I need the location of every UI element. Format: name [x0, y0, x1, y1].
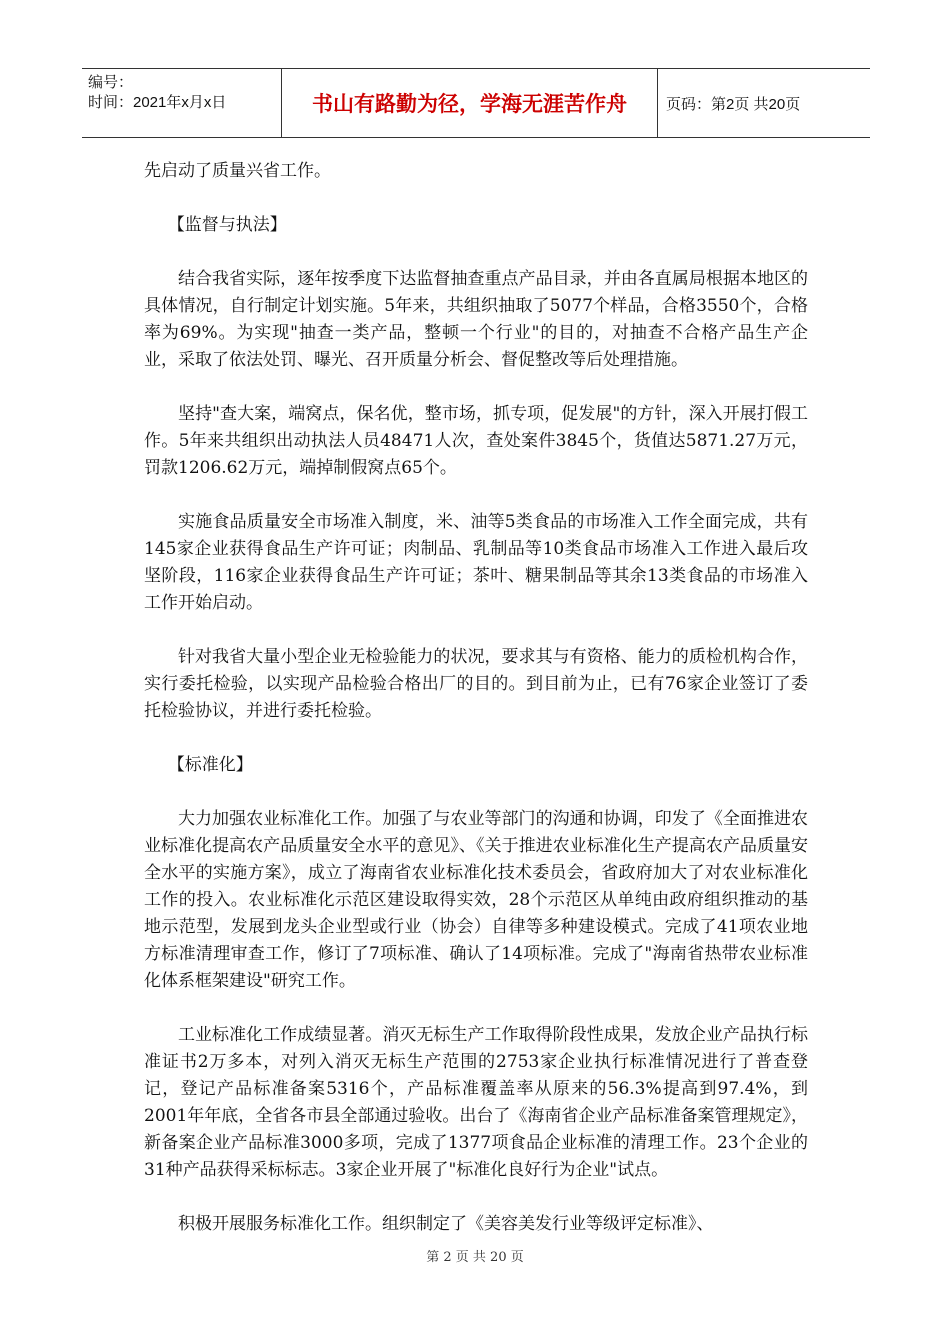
page-header [82, 68, 870, 138]
paragraph: 坚持"查大案，端窝点，保名优，整市场，抓专项，促发展"的方针，深入开展打假工作。5年来共组织出动执法人员48471人次，查处案件3845个，货值达5871.27万元，罚款1206.62万元，端掉制假窝点65个。 [144, 404, 808, 478]
paragraph: 积极开展服务标准化工作。组织制定了《美容美发行业等级评定标准》、 [178, 1214, 714, 1234]
page-footer: 第 2 页 共 20 页 [426, 1250, 524, 1265]
header-page-info: 页码：第2页 共20页 [666, 95, 801, 113]
paragraph: 工业标准化工作成绩显著。消灭无标生产工作取得阶段性成果，发放企业产品执行标准证书2万多本，对列入消灭无标生产范围的2753家企业执行标准情况进行了普查登记，登记产品标准备案5316个，产品标准覆盖率从原来的56.3%提高到97.4%，到2001年年底，全省各市县全部通过验收。出台了《海南省企业产品标准备案管理规定》，新备案企业产品标准3000多项，完成了1377项食品企业标准的清理工作。23个企业的31种产品获得采标标志。3家企业开展了"标准化良好行为企业"试点。 [144, 1025, 808, 1180]
header-meta-cell [82, 69, 282, 137]
paragraph: 针对我省大量小型企业无检验能力的状况，要求其与有资格、能力的质检机构合作，实行委托检验，以实现产品检验合格出厂的目的。到目前为止，已有76家企业签订了委托检验协议，并进行委托检验。 [144, 647, 808, 721]
paragraph: 大力加强农业标准化工作。加强了与农业等部门的沟通和协调，印发了《全面推进农业标准化提高农产品质量安全水平的意见》、《关于推进农业标准化生产提高农产品质量安全水平的实施方案》，成立了海南省农业标准化技术委员会，省政府加大了对农业标准化工作的投入。农业标准化示范区建设取得实效，28个示范区从单纯由政府组织推动的基地示范型，发展到龙头企业型或行业（协会）自律等多种建设模式。完成了41项农业地方标准清理审查工作，修订了7项标准、确认了14项标准。完成了"海南省热带农业标准化体系框架建设"研究工作。 [144, 809, 808, 991]
paragraph-continuation: 先启动了质量兴省工作。 [144, 161, 331, 181]
date-line: 时间：2021年x月x日 [88, 94, 227, 111]
paragraph: 结合我省实际，逐年按季度下达监督抽查重点产品目录，并由各直属局根据本地区的具体情况，自行制定计划实施。5年来，共组织抽取了5077个样品，合格3550个，合格率为69%。为实现"抽查一类产品，整顿一个行业"的目的，对抽查不合格产品生产企业，采取了依法处罚、曝光、召开质量分析会、督促整改等后处理措施。 [144, 269, 808, 370]
document-body [144, 158, 808, 1265]
section-heading-standardization: 【标准化】 [167, 755, 253, 775]
paragraph: 实施食品质量安全市场准入制度，米、油等5类食品的市场准入工作全面完成，共有145家企业获得食品生产许可证；肉制品、乳制品等10类食品市场准入工作进入最后攻坚阶段，116家企业获得食品生产许可证；茶叶、糖果制品等其余13类食品的市场准入工作开始启动。 [144, 512, 808, 613]
doc-number-label: 编号： [88, 74, 134, 91]
section-heading-supervision: 【监督与执法】 [167, 215, 287, 235]
header-motto: 书山有路勤为径，学海无涯苦作舟 [282, 69, 658, 137]
